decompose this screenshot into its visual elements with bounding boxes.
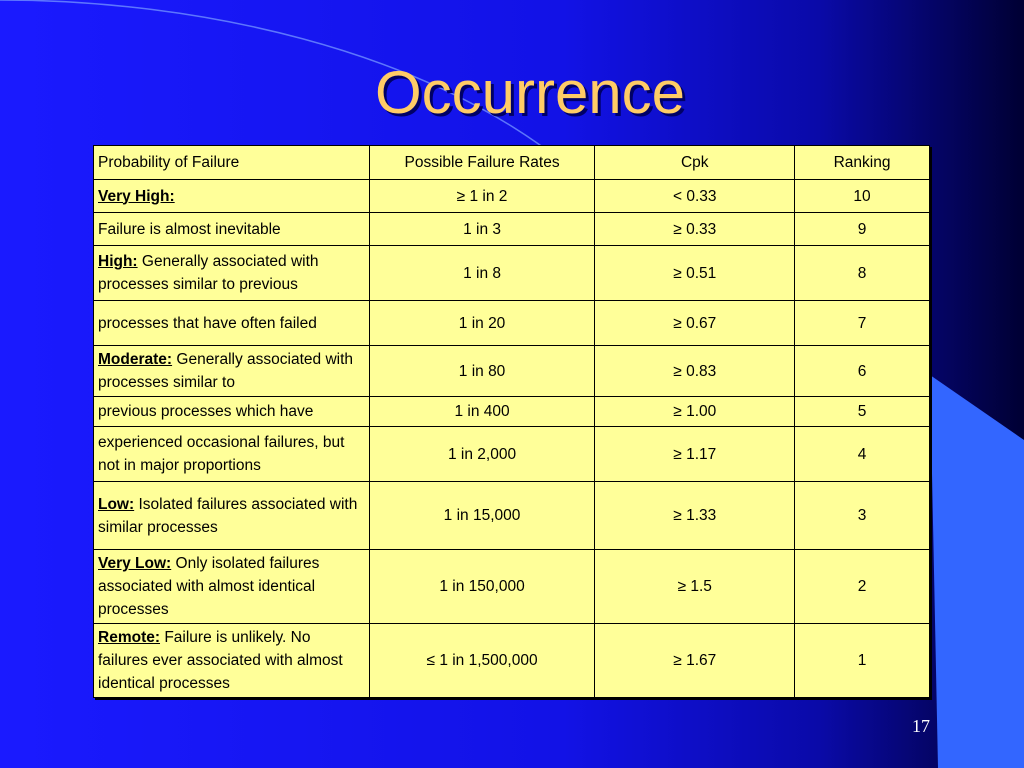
category-label: Very Low: xyxy=(98,555,172,572)
cpk-cell: ≥ 1.00 xyxy=(595,397,795,427)
table-header-row xyxy=(94,146,930,180)
cpk-cell: ≥ 1.17 xyxy=(595,427,795,482)
table-row xyxy=(94,624,930,698)
ranking-cell: 6 xyxy=(795,346,930,397)
failure-rate-cell: ≥ 1 in 2 xyxy=(369,180,595,213)
ranking-cell: 7 xyxy=(795,301,930,346)
probability-text: Failure is almost inevitable xyxy=(98,220,281,238)
cpk-cell: ≥ 0.33 xyxy=(595,213,795,246)
probability-text: processes that have often failed xyxy=(98,314,317,332)
failure-rate-cell: 1 in 2,000 xyxy=(369,427,595,482)
table-row xyxy=(94,427,930,482)
page-number: 17 xyxy=(912,716,930,736)
cpk-cell: < 0.33 xyxy=(595,180,795,213)
ranking-cell: 2 xyxy=(795,550,930,624)
probability-cell xyxy=(94,180,370,213)
cpk-cell: ≥ 1.67 xyxy=(595,624,795,698)
failure-rate-cell: 1 in 400 xyxy=(369,397,595,427)
table-row xyxy=(94,550,930,624)
failure-rate-cell: 1 in 150,000 xyxy=(369,550,595,624)
probability-text: previous processes which have xyxy=(98,403,314,420)
ranking-cell: 5 xyxy=(795,397,930,427)
probability-text: Isolated failures associated with similar processes xyxy=(98,495,358,536)
ranking-cell: 1 xyxy=(795,624,930,698)
category-label: Low: xyxy=(98,495,135,513)
failure-rate-cell: 1 in 8 xyxy=(369,246,595,301)
cpk-cell: ≥ 0.67 xyxy=(595,301,795,346)
probability-cell xyxy=(94,550,370,624)
probability-cell xyxy=(94,246,370,301)
failure-rate-cell: 1 in 20 xyxy=(369,301,595,346)
cpk-cell: ≥ 0.83 xyxy=(595,346,795,397)
category-label: Very High: xyxy=(98,187,175,205)
probability-text: experienced occasional failures, but not in major proportions xyxy=(98,434,345,474)
occurrence-table xyxy=(93,145,930,698)
probability-text: Failure is unlikely. No failures ever associated with almost identical processes xyxy=(98,629,343,692)
header-cpk: Cpk xyxy=(595,146,795,180)
ranking-cell: 8 xyxy=(795,246,930,301)
category-label: Moderate: xyxy=(98,351,173,368)
header-probability: Probability of Failure xyxy=(94,146,370,180)
table-row xyxy=(94,397,930,427)
cpk-cell: ≥ 1.33 xyxy=(595,482,795,550)
table-row xyxy=(94,213,930,246)
failure-rate-cell: ≤ 1 in 1,500,000 xyxy=(369,624,595,698)
cpk-cell: ≥ 0.51 xyxy=(595,246,795,301)
ranking-cell: 9 xyxy=(795,213,930,246)
probability-cell xyxy=(94,213,370,246)
background-corner-shape xyxy=(930,375,1024,768)
probability-text: Generally associated with processes similar to previous xyxy=(98,253,319,293)
probability-cell xyxy=(94,301,370,346)
probability-cell xyxy=(94,482,370,550)
probability-cell xyxy=(94,397,370,427)
failure-rate-cell: 1 in 15,000 xyxy=(369,482,595,550)
failure-rate-cell: 1 in 3 xyxy=(369,213,595,246)
table-row xyxy=(94,301,930,346)
failure-rate-cell: 1 in 80 xyxy=(369,346,595,397)
category-label: High: xyxy=(98,253,138,270)
table-row xyxy=(94,482,930,550)
probability-cell xyxy=(94,346,370,397)
probability-cell xyxy=(94,624,370,698)
table-row xyxy=(94,180,930,213)
header-failure-rates: Possible Failure Rates xyxy=(369,146,595,180)
probability-text: Only isolated failures associated with almost identical processes xyxy=(98,555,320,618)
ranking-cell: 10 xyxy=(795,180,930,213)
ranking-cell: 3 xyxy=(795,482,930,550)
category-label: Remote: xyxy=(98,629,161,646)
probability-text: Generally associated with processes similar to xyxy=(98,351,354,391)
table-row xyxy=(94,246,930,301)
header-ranking: Ranking xyxy=(795,146,930,180)
cpk-cell: ≥ 1.5 xyxy=(595,550,795,624)
ranking-cell: 4 xyxy=(795,427,930,482)
probability-cell xyxy=(94,427,370,482)
slide-title: Occurrence xyxy=(374,59,686,126)
table-row xyxy=(94,346,930,397)
